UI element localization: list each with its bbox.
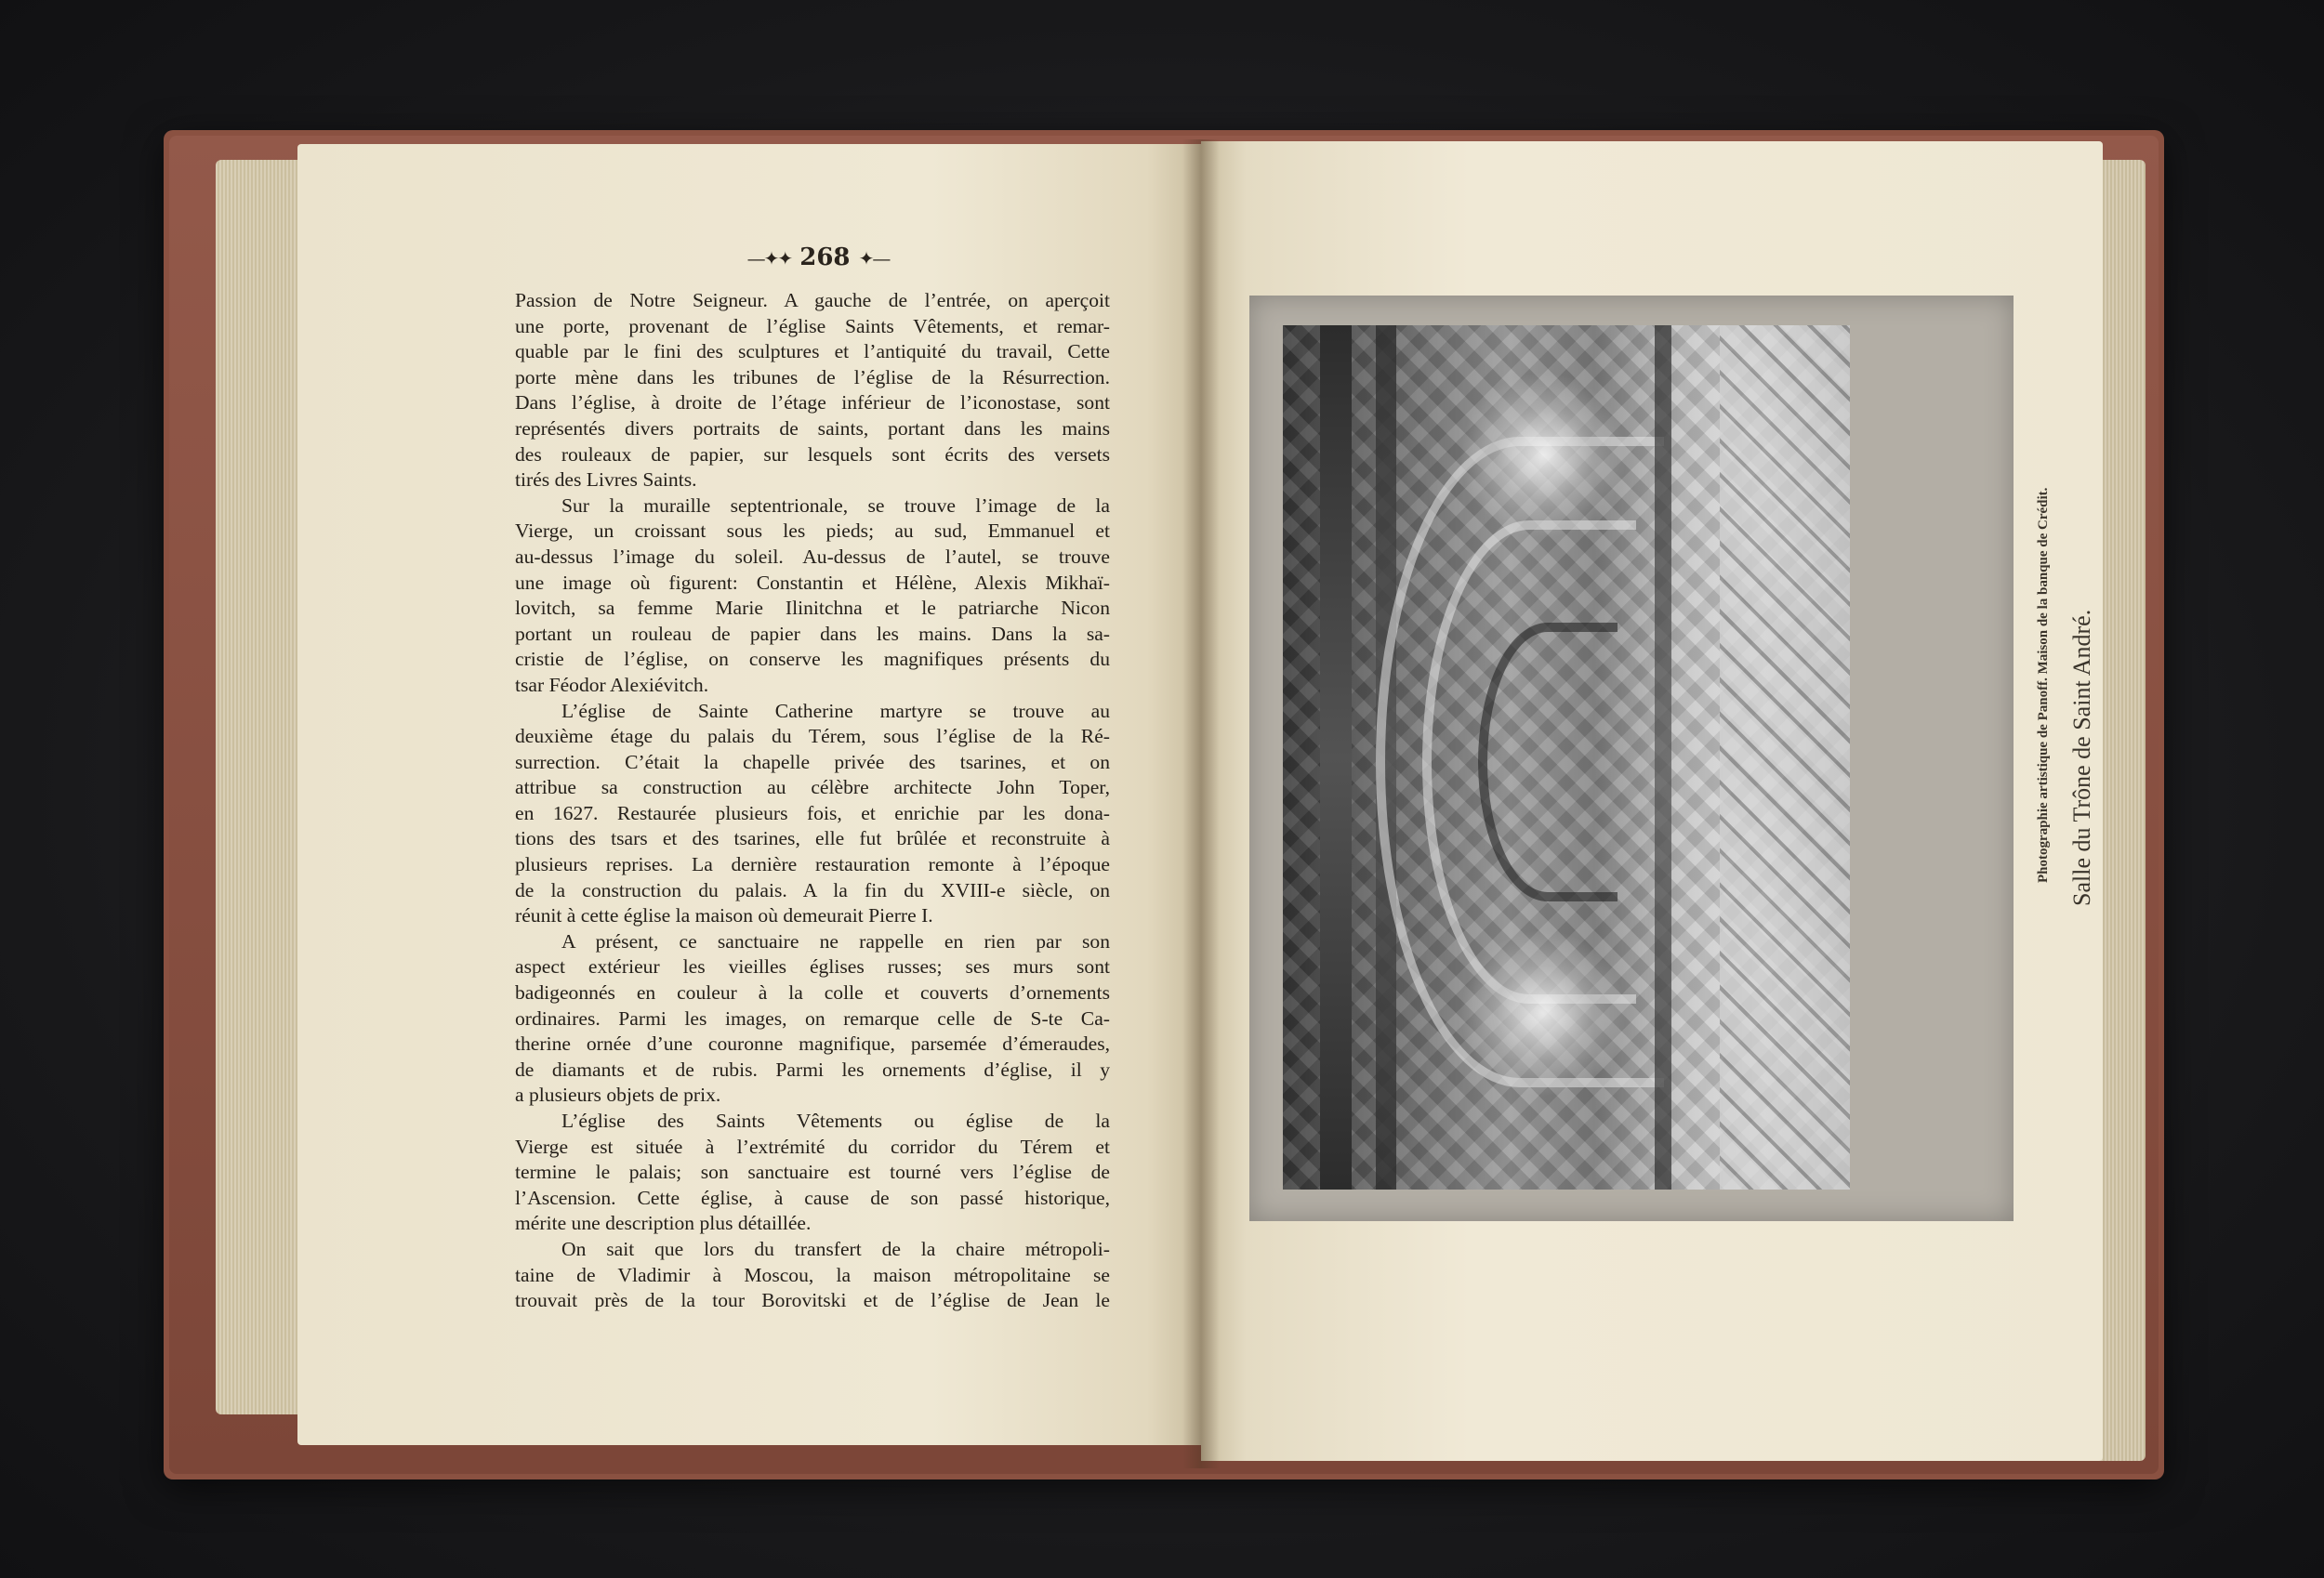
text-line: L’église des Saints Vêtements ou église de la (561, 1110, 1110, 1132)
photo-chandelier (1459, 372, 1627, 539)
text-line: portant un rouleau de papier dans les mains. Dans la sa- (515, 622, 1110, 645)
text-line: lovitch, sa femme Marie Ilinitchna et le patriarche Nicon (515, 597, 1110, 620)
text-line: On sait que lors du transfert de la chaire métropoli- (561, 1237, 1110, 1260)
text-line: plusieurs reprises. La dernière restauration remonte à l’époque (515, 853, 1110, 876)
text-line: Dans l’église, à droite de l’étage inférieur de l’iconostase, sont (515, 391, 1110, 414)
text-line: ordinaires. Parmi les images, on remarque celle de S-te Ca- (515, 1006, 1110, 1030)
text-line: tions des tsars et des tsarines, elle fut brûlée et reconstruite à (515, 827, 1110, 850)
text-line: deuxième étage du palais du Térem, sous l’église de la Ré- (515, 725, 1110, 748)
text-line: surrection. C’était la chapelle privée des tsarines, et on (515, 750, 1110, 773)
body-text (515, 288, 1110, 1314)
text-line: Passion de Notre Seigneur. A gauche de l’entrée, on aperçoit (515, 289, 1110, 311)
photo-column (1320, 325, 1352, 1190)
ornament-left: —✦✦ (746, 247, 792, 270)
text-line: Vierge est située à l’extrémité du corridor du Térem et (515, 1135, 1110, 1158)
text-line: Vierge, un croissant sous les pieds; au sud, Emmanuel et (515, 519, 1110, 543)
text-line: de la construction du palais. A la fin du XVIII-e siècle, on (515, 878, 1110, 901)
text-line: tirés des Livres Saints. (515, 468, 697, 492)
text-line: au-dessus l’image du soleil. Au-dessus de l’autel, se trouve (515, 545, 1110, 568)
text-line: trouvait près de la tour Borovitski et de l’église de Jean le (515, 1289, 1110, 1312)
text-line: des rouleaux de papier, sur lesquels sont écrits des versets (515, 442, 1110, 466)
text-line: A présent, ce sanctuaire ne rappelle en rien par son (561, 929, 1110, 953)
text-line: de diamants et de rubis. Parmi les ornements d’église, il y (515, 1058, 1110, 1081)
text-line: L’église de Sainte Catherine martyre se trouve au (561, 699, 1110, 722)
text-line: cristie de l’église, on conserve les magnifiques présents du (515, 648, 1110, 671)
text-line: Sur la muraille septentrionale, se trouve l’image de la (561, 493, 1110, 517)
text-line: therine ornée d’une couronne magnifique, parsemée d’émeraudes, (515, 1032, 1110, 1056)
text-line: représentés divers portraits de saints, portant dans les mains (515, 416, 1110, 440)
text-line: taine de Vladimir à Moscou, la maison métropolitaine se (515, 1263, 1110, 1286)
text-line: a plusieurs objets de prix. (515, 1084, 721, 1107)
text-line: termine le palais; son sanctuaire est tourné vers l’église de (515, 1161, 1110, 1184)
photo-credit: Photographie artistique de Panoff. Maison de la banque de Crédit. (2036, 487, 2051, 883)
text-line: réunit à cette église la maison où demeurait Pierre I. (515, 904, 933, 927)
text-line: quable par le fini des sculptures et l’antiquité du travail, Cette (515, 340, 1110, 363)
book-gutter (1182, 139, 1220, 1468)
photo-column (1655, 325, 1671, 1190)
text-line: badigeonnés en couleur à la colle et couverts d’ornements (515, 981, 1110, 1005)
text-line: tsar Féodor Alexiévitch. (515, 673, 709, 696)
photo-title: Salle du Trône de Saint André. (2068, 609, 2095, 906)
ornament-right: ✦— (858, 247, 890, 270)
photo-floor (1720, 325, 1850, 1190)
text-line: une image où figurent: Constantin et Hélène, Alexis Mikhaï- (515, 571, 1110, 594)
text-line: porte mène dans les tribunes de l’église de la Résurrection. (515, 365, 1110, 388)
photo-arch (1478, 623, 1618, 901)
text-line: attribue sa construction au célèbre architecte John Toper, (515, 776, 1110, 799)
photo-chandelier (1459, 929, 1627, 1097)
page-number-value: 268 (799, 243, 851, 271)
page-number (725, 243, 911, 271)
throne-hall-photo (1283, 325, 1850, 1190)
text-line: une porte, provenant de l’église Saints Vêtements, et remar- (515, 314, 1110, 337)
text-line: en 1627. Restaurée plusieurs fois, et enrichie par les dona- (515, 801, 1110, 824)
text-line: aspect extérieur les vieilles églises russes; ses murs sont (515, 955, 1110, 979)
text-line: mérite une description plus détaillée. (515, 1212, 812, 1235)
text-line: l’Ascension. Cette église, à cause de son passé historique, (515, 1186, 1110, 1209)
